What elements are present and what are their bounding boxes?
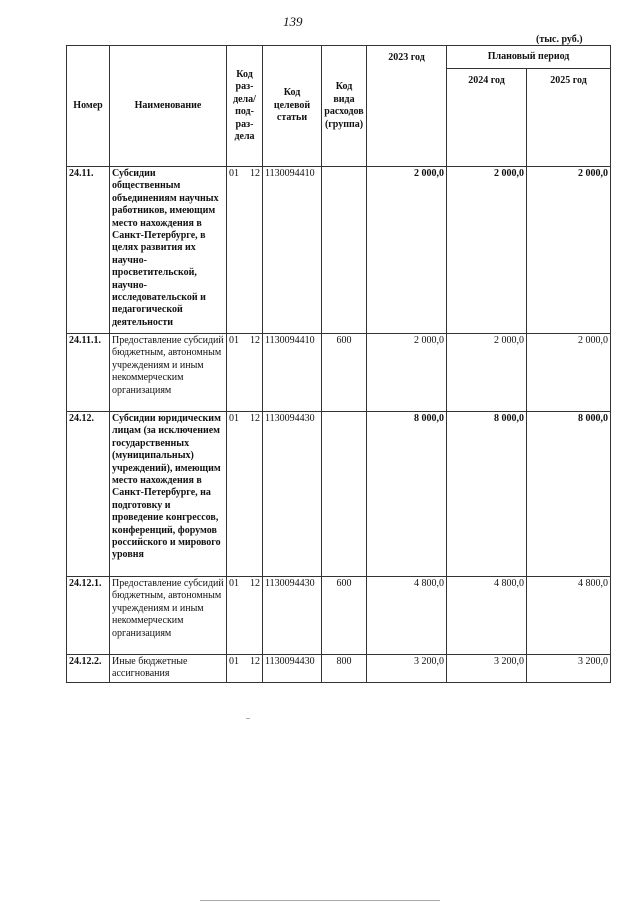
row-2024: 3 200,0: [447, 655, 527, 683]
row-2025: 3 200,0: [527, 655, 611, 683]
row-subsection: 12: [248, 412, 263, 577]
row-target: 1130094430: [263, 577, 322, 655]
header-2025: 2025 год: [527, 69, 611, 167]
row-2024: 2 000,0: [447, 167, 527, 334]
header-plan-period: Плановый период: [447, 46, 611, 69]
row-number: 24.12.: [67, 412, 110, 577]
footer-line: [200, 900, 440, 901]
row-2024: 2 000,0: [447, 334, 527, 412]
row-section: 01: [227, 655, 248, 683]
row-target: 1130094410: [263, 334, 322, 412]
table-row: [67, 334, 611, 412]
header-2023: 2023 год: [367, 46, 447, 167]
row-target: 1130094410: [263, 167, 322, 334]
row-2025: 8 000,0: [527, 412, 611, 577]
row-number: 24.12.1.: [67, 577, 110, 655]
row-name: Субсидии юридическим лицам (за исключением государственных (муниципальных) учреждений), имеющим место нахождения в Санкт-Петербурге, на подготовку и проведение конгрессов, конференций, форумов российского и мирового уровня: [110, 412, 227, 577]
units-label: (тыс. руб.): [536, 34, 583, 45]
row-subsection: 12: [248, 655, 263, 683]
row-number: 24.12.2.: [67, 655, 110, 683]
header-section: Код раз-дела/ под-раз-дела: [227, 46, 263, 167]
row-2025: 2 000,0: [527, 167, 611, 334]
row-section: 01: [227, 577, 248, 655]
row-number: 24.11.1.: [67, 334, 110, 412]
bottom-mark: [246, 718, 250, 719]
row-number: 24.11.: [67, 167, 110, 334]
row-subsection: 12: [248, 577, 263, 655]
row-expense-type: 800: [322, 655, 367, 683]
row-2023: 3 200,0: [367, 655, 447, 683]
budget-table: [66, 45, 611, 683]
row-target: 1130094430: [263, 412, 322, 577]
row-section: 01: [227, 334, 248, 412]
row-2024: 4 800,0: [447, 577, 527, 655]
row-2025: 2 000,0: [527, 334, 611, 412]
row-section: 01: [227, 412, 248, 577]
header-name: Наименование: [110, 46, 227, 167]
row-section: 01: [227, 167, 248, 334]
header-2024: 2024 год: [447, 69, 527, 167]
row-name: Субсидии общественным объединениям научных работников, имеющим место нахождения в Санкт-Петербурге, в целях развития их научно-просветительской, научно-исследовательской и педагогической деятельности: [110, 167, 227, 334]
row-target: 1130094430: [263, 655, 322, 683]
row-expense-type: 600: [322, 334, 367, 412]
header-number: Номер: [67, 46, 110, 167]
table-row: [67, 167, 611, 334]
row-subsection: 12: [248, 167, 263, 334]
row-2023: 8 000,0: [367, 412, 447, 577]
header-expense-type: Код вида расходов (группа): [322, 46, 367, 167]
table-row: [67, 655, 611, 683]
row-expense-type: [322, 167, 367, 334]
row-2025: 4 800,0: [527, 577, 611, 655]
row-name: Иные бюджетные ассигнования: [110, 655, 227, 683]
header-target: Код целевой статьи: [263, 46, 322, 167]
table-row: [67, 412, 611, 577]
row-2023: 4 800,0: [367, 577, 447, 655]
row-2024: 8 000,0: [447, 412, 527, 577]
row-expense-type: [322, 412, 367, 577]
row-subsection: 12: [248, 334, 263, 412]
page-number: 139: [283, 14, 303, 29]
table-row: [67, 577, 611, 655]
row-2023: 2 000,0: [367, 167, 447, 334]
row-2023: 2 000,0: [367, 334, 447, 412]
row-name: Предоставление субсидий бюджетным, автономным учреждениям и иным некоммерческим организациям: [110, 334, 227, 412]
row-expense-type: 600: [322, 577, 367, 655]
row-name: Предоставление субсидий бюджетным, автономным учреждениям и иным некоммерческим организациям: [110, 577, 227, 655]
